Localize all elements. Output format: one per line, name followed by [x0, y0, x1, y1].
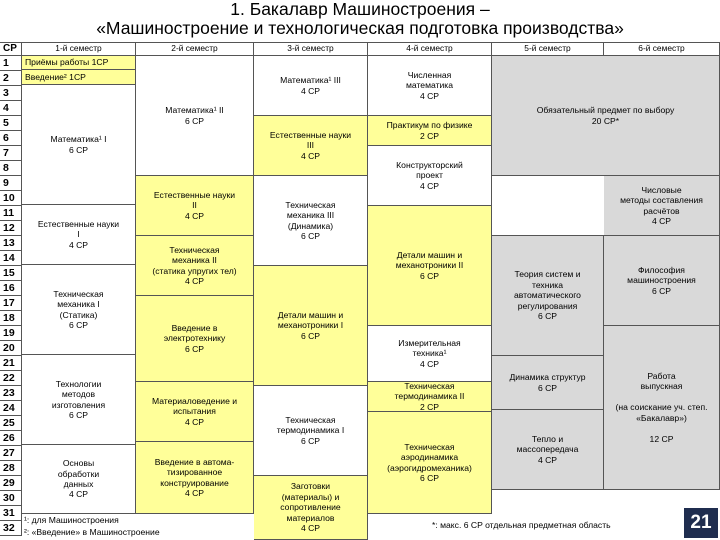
course-text-line: I	[77, 229, 80, 240]
row-number: 29	[0, 476, 22, 491]
row-number: 10	[0, 191, 22, 206]
footnote-1: ¹: для Машиностроения	[24, 515, 119, 525]
row-number: 18	[0, 311, 22, 326]
course-text-line: обработки	[57, 468, 100, 479]
course-text-line: (Динамика)	[287, 220, 334, 231]
course-thermodynamics-2	[368, 382, 492, 412]
course-text-line: (Статика)	[59, 309, 98, 320]
course-text-line: 6 CP	[300, 330, 321, 341]
semester-2-header: 2-й семестр	[136, 42, 254, 56]
row-number: 21	[0, 356, 22, 371]
row-number: 27	[0, 446, 22, 461]
row-number: 7	[0, 146, 22, 161]
course-text-line: Технологии	[55, 378, 102, 389]
course-text-line: расчётов	[643, 205, 680, 216]
course-text-line: Техническая	[404, 382, 455, 391]
course-data-processing	[22, 445, 136, 514]
course-text-line: 6 CP	[184, 343, 205, 354]
row-number: 23	[0, 386, 22, 401]
course-text-line: термодинамика II	[394, 391, 465, 402]
row-number: 2	[0, 71, 22, 86]
course-text-line: Математика¹ III	[280, 75, 341, 86]
row-number: 16	[0, 281, 22, 296]
course-text-line: 6 CP	[184, 115, 205, 126]
row-number: 17	[0, 296, 22, 311]
course-text-line: термодинамика I	[276, 425, 345, 436]
course-text-line: Техническая	[404, 441, 455, 452]
row-number: 4	[0, 101, 22, 116]
row-number: 32	[0, 521, 22, 536]
course-automated-design	[136, 442, 254, 514]
course-philosophy	[604, 236, 720, 326]
title-line-1: 1. Бакалавр Машиностроения –	[230, 0, 490, 19]
row-number: 14	[0, 251, 22, 266]
course-text-line: регулирования	[517, 300, 578, 311]
course-mechanics-3	[254, 176, 368, 266]
semester-4-header: 4-й семестр	[368, 42, 492, 56]
course-text-line: (материалы) и	[281, 491, 340, 502]
row-number: 25	[0, 416, 22, 431]
course-text-line: 6 CP	[300, 435, 321, 446]
course-text-line: Введение в автома-	[154, 456, 235, 467]
course-natural-sciences-1	[22, 205, 136, 265]
course-text-line: 12 CP	[649, 433, 674, 444]
course-text-line: Введение в	[171, 322, 218, 333]
blank-cell-s5	[492, 176, 604, 236]
course-text-line: тизированное	[166, 467, 223, 478]
course-text-line: сопротивление	[280, 502, 341, 513]
course-text-line: Теория систем и	[514, 269, 581, 280]
course-text-line: 4 CP	[300, 150, 321, 161]
course-text-line: механика III	[286, 210, 335, 221]
course-text-line: III	[306, 140, 315, 151]
course-control-theory	[492, 236, 604, 356]
course-text-line: автоматического	[514, 290, 581, 301]
course-text-line: электротехнику	[163, 333, 226, 344]
course-text-line: 4 CP	[184, 275, 205, 286]
row-number: 6	[0, 131, 22, 146]
course-machine-parts-1	[254, 266, 368, 386]
course-text-line: механотроники II	[395, 260, 464, 271]
course-text-line: 4 CP	[300, 85, 321, 96]
semester-1-header: 1-й семестр	[22, 42, 136, 56]
course-text-line: Естественные науки	[269, 129, 352, 140]
course-text-line: (на соискание уч. степ.	[615, 402, 708, 413]
course-structural-dynamics	[492, 356, 604, 410]
course-manufacturing-tech	[22, 355, 136, 445]
course-text-line: машиностроения	[627, 275, 696, 286]
course-text-line: Техническая	[285, 414, 336, 425]
row-number: 19	[0, 326, 22, 341]
row-number: 15	[0, 266, 22, 281]
course-text-line: 2 CP	[419, 401, 440, 412]
title-line-2: «Машиностроение и технологическая подготовка производства»	[96, 18, 624, 38]
course-text-line: испытания	[173, 406, 216, 417]
row-number: 9	[0, 176, 22, 191]
course-text-line: 6 CP	[419, 472, 440, 483]
row-number: 5	[0, 116, 22, 131]
semester-6-header: 6-й семестр	[604, 42, 720, 56]
course-mechanics-2	[136, 236, 254, 296]
row-number: 26	[0, 431, 22, 446]
course-text-line: Детали машин и	[396, 249, 463, 260]
course-text-line: Введение² 1CP	[25, 71, 86, 82]
course-text-line: 4 CP	[300, 523, 321, 534]
course-natural-sciences-3	[254, 116, 368, 176]
course-natural-sciences-2	[136, 176, 254, 236]
course-text-line: аэродинамика	[400, 452, 459, 463]
course-blanks-materials	[254, 476, 368, 540]
course-text-line: 4 CP	[184, 210, 205, 221]
course-math-2	[136, 56, 254, 176]
course-elective	[492, 56, 720, 176]
course-text-line: (статика упругих тел)	[152, 265, 237, 276]
course-machine-parts-2	[368, 206, 492, 326]
course-text-line: Техническая	[169, 244, 220, 255]
course-vvedenie	[22, 70, 136, 85]
course-praktika	[22, 56, 136, 70]
course-text-line: 4 CP	[537, 454, 558, 465]
course-text-line	[660, 392, 662, 402]
row-number: 20	[0, 341, 22, 356]
semester-5-header: 5-й семестр	[492, 42, 604, 56]
course-text-line: 4 CP	[68, 239, 89, 250]
course-text-line: 6 CP	[537, 311, 558, 322]
course-materials-science	[136, 382, 254, 442]
course-text-line: массопередача	[516, 444, 579, 455]
cp-header: CP	[0, 42, 22, 56]
course-text-line: проект	[416, 170, 443, 181]
row-number: 31	[0, 506, 22, 521]
row-number: 3	[0, 86, 22, 101]
row-number: 22	[0, 371, 22, 386]
course-text-line: 20 CP*	[591, 115, 620, 126]
course-text-line: 6 CP	[68, 319, 89, 330]
course-text-line: Техническая	[285, 199, 336, 210]
course-text-line: изготовления	[51, 399, 106, 410]
course-text-line: 6 CP	[419, 270, 440, 281]
course-text-line: Философия	[638, 264, 685, 275]
course-physics-practicum	[368, 116, 492, 146]
course-text-line: механотроники I	[277, 320, 344, 331]
course-text-line: Заготовки	[290, 481, 331, 492]
course-text-line: Естественные науки	[37, 218, 120, 229]
course-text-line: механика II	[172, 255, 217, 266]
course-text-line: Конструкторский	[396, 159, 463, 170]
course-text-line: 6 CP	[68, 144, 89, 155]
course-text-line: Основы	[62, 458, 95, 469]
course-numerical-math	[368, 56, 492, 116]
course-text-line: 6 CP	[651, 285, 672, 296]
course-numerical-methods	[604, 176, 720, 236]
course-text-line: Математика¹ II	[165, 105, 224, 116]
course-text-line: Динамика структур	[509, 372, 586, 383]
course-text-line: 6 CP	[300, 230, 321, 241]
row-number: 8	[0, 161, 22, 176]
course-text-line: материалов	[286, 512, 335, 523]
course-text-line: Обязательный предмет по выбору	[536, 105, 675, 116]
course-heat-mass-transfer	[492, 410, 604, 490]
course-text-line: Численная	[407, 69, 452, 80]
course-text-line: Детали машин и	[277, 309, 344, 320]
course-math-3	[254, 56, 368, 116]
course-text-line: 4 CP	[184, 416, 205, 427]
footnote-3: *: макс. 6 CP отдельная предметная область	[432, 520, 611, 530]
course-text-line: Числовые	[641, 184, 682, 195]
course-text-line: Тепло и	[531, 433, 564, 444]
course-text-line: (аэрогидромеханика)	[387, 462, 472, 473]
course-text-line: 6 CP	[68, 409, 89, 420]
footnote-2: ²: «Введение» в Машиностроение	[24, 527, 160, 537]
course-aerodynamics	[368, 412, 492, 514]
course-text-line: II	[192, 200, 197, 211]
course-mechanics-1	[22, 265, 136, 355]
course-text-line: Практикум по физике	[386, 120, 473, 131]
course-measurement-tech	[368, 326, 492, 382]
course-text-line: 4 CP	[419, 90, 440, 101]
row-number: 1	[0, 56, 22, 71]
course-math-1	[22, 85, 136, 205]
course-thesis	[604, 326, 720, 490]
course-text-line: 6 CP	[537, 382, 558, 393]
course-text-line: методы составления	[620, 195, 703, 206]
course-text-line: Естественные науки	[153, 189, 236, 200]
course-text-line: математика	[405, 80, 454, 91]
course-text-line: методов	[61, 389, 96, 400]
row-number: 28	[0, 461, 22, 476]
course-text-line: Работа	[647, 371, 676, 382]
course-text-line: Техническая	[53, 288, 104, 299]
course-text-line: 4 CP	[419, 180, 440, 191]
course-text-line: Материаловедение и	[151, 395, 238, 406]
row-number: 11	[0, 206, 22, 221]
course-text-line: техника¹	[412, 348, 447, 359]
course-text-line: 4 CP	[419, 358, 440, 369]
row-number: 30	[0, 491, 22, 506]
row-number: 24	[0, 401, 22, 416]
course-text-line: 4 CP	[651, 215, 672, 226]
course-text-line: механика I	[57, 299, 100, 310]
course-text-line: выпускная	[640, 381, 683, 392]
course-text-line: техника	[531, 279, 563, 290]
course-text-line: «Бакалавр»)	[636, 412, 687, 423]
course-text-line: Измерительная	[398, 337, 461, 348]
course-text-line	[660, 423, 662, 433]
semester-3-header: 3-й семестр	[254, 42, 368, 56]
course-electrotechnics	[136, 296, 254, 382]
course-design-project	[368, 146, 492, 206]
course-text-line: Приёмы работы 1CP	[25, 57, 109, 68]
course-thermodynamics-1	[254, 386, 368, 476]
row-number: 12	[0, 221, 22, 236]
course-text-line: 4 CP	[68, 489, 89, 500]
course-text-line: Математика¹ I	[50, 134, 107, 145]
row-number: 13	[0, 236, 22, 251]
course-text-line: 2 CP	[419, 130, 440, 141]
course-text-line: данных	[63, 479, 94, 489]
course-text-line: 4 CP	[184, 487, 205, 498]
page-number-badge: 21	[684, 508, 718, 538]
course-text-line: конструирование	[160, 477, 229, 488]
